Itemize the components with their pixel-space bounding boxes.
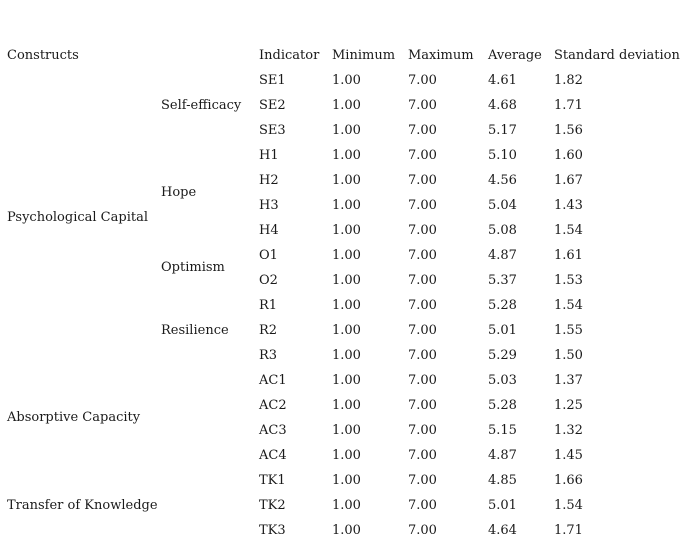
- header-average: Average: [488, 48, 542, 63]
- sd-cell: 1.37: [554, 373, 583, 388]
- header-maximum: Maximum: [408, 48, 474, 63]
- sd-cell: 1.50: [554, 348, 583, 363]
- average-cell: 4.87: [488, 248, 517, 263]
- minimum-cell: 1.00: [332, 373, 361, 388]
- subconstruct-label: Hope: [161, 185, 197, 200]
- minimum-cell: 1.00: [332, 148, 361, 163]
- indicator-cell: TK1: [259, 473, 286, 488]
- minimum-cell: 1.00: [332, 273, 361, 288]
- sd-cell: 1.82: [554, 73, 583, 88]
- average-cell: 5.01: [488, 498, 517, 513]
- maximum-cell: 7.00: [408, 273, 437, 288]
- sd-cell: 1.55: [554, 323, 583, 338]
- indicator-cell: R1: [259, 298, 278, 313]
- indicator-cell: SE3: [259, 123, 286, 138]
- subconstruct-label: Resilience: [161, 323, 229, 338]
- sd-cell: 1.53: [554, 273, 583, 288]
- indicator-cell: O1: [259, 248, 278, 263]
- sd-cell: 1.25: [554, 398, 583, 413]
- minimum-cell: 1.00: [332, 98, 361, 113]
- average-cell: 5.29: [488, 348, 517, 363]
- sd-cell: 1.54: [554, 498, 583, 513]
- maximum-cell: 7.00: [408, 123, 437, 138]
- indicator-cell: R2: [259, 323, 278, 338]
- minimum-cell: 1.00: [332, 198, 361, 213]
- sd-cell: 1.60: [554, 148, 583, 163]
- indicator-cell: H1: [259, 148, 279, 163]
- average-cell: 4.68: [488, 98, 517, 113]
- minimum-cell: 1.00: [332, 448, 361, 463]
- average-cell: 5.08: [488, 223, 517, 238]
- indicator-cell: TK3: [259, 523, 286, 538]
- maximum-cell: 7.00: [408, 323, 437, 338]
- minimum-cell: 1.00: [332, 423, 361, 438]
- maximum-cell: 7.00: [408, 448, 437, 463]
- minimum-cell: 1.00: [332, 223, 361, 238]
- construct-label: Absorptive Capacity: [7, 410, 141, 425]
- indicator-cell: SE1: [259, 73, 286, 88]
- maximum-cell: 7.00: [408, 148, 437, 163]
- minimum-cell: 1.00: [332, 398, 361, 413]
- average-cell: 5.28: [488, 298, 517, 313]
- maximum-cell: 7.00: [408, 398, 437, 413]
- maximum-cell: 7.00: [408, 498, 437, 513]
- average-cell: 4.56: [488, 173, 517, 188]
- indicator-cell: H2: [259, 173, 279, 188]
- sd-cell: 1.54: [554, 298, 583, 313]
- sd-cell: 1.56: [554, 123, 583, 138]
- header-constructs: Constructs: [7, 48, 79, 63]
- header-indicator: Indicator: [259, 48, 320, 63]
- average-cell: 5.04: [488, 198, 517, 213]
- indicator-cell: H3: [259, 198, 279, 213]
- maximum-cell: 7.00: [408, 73, 437, 88]
- maximum-cell: 7.00: [408, 98, 437, 113]
- header-standard-deviation: Standard deviation: [554, 48, 680, 63]
- sd-cell: 1.54: [554, 223, 583, 238]
- maximum-cell: 7.00: [408, 348, 437, 363]
- header-minimum: Minimum: [332, 48, 396, 63]
- minimum-cell: 1.00: [332, 173, 361, 188]
- maximum-cell: 7.00: [408, 173, 437, 188]
- indicator-cell: AC4: [259, 448, 287, 463]
- subconstruct-label: Optimism: [161, 260, 225, 275]
- construct-label: Psychological Capital: [7, 210, 148, 225]
- maximum-cell: 7.00: [408, 373, 437, 388]
- minimum-cell: 1.00: [332, 298, 361, 313]
- minimum-cell: 1.00: [332, 348, 361, 363]
- indicator-cell: TK2: [259, 498, 286, 513]
- minimum-cell: 1.00: [332, 523, 361, 538]
- maximum-cell: 7.00: [408, 298, 437, 313]
- minimum-cell: 1.00: [332, 473, 361, 488]
- sd-cell: 1.32: [554, 423, 583, 438]
- average-cell: 5.01: [488, 323, 517, 338]
- construct-label: Transfer of Knowledge: [7, 498, 158, 513]
- indicator-cell: O2: [259, 273, 278, 288]
- indicator-cell: AC2: [259, 398, 287, 413]
- sd-cell: 1.43: [554, 198, 583, 213]
- minimum-cell: 1.00: [332, 73, 361, 88]
- minimum-cell: 1.00: [332, 248, 361, 263]
- average-cell: 4.61: [488, 73, 517, 88]
- sd-cell: 1.66: [554, 473, 583, 488]
- average-cell: 4.87: [488, 448, 517, 463]
- maximum-cell: 7.00: [408, 523, 437, 538]
- minimum-cell: 1.00: [332, 498, 361, 513]
- subconstruct-label: Self-efficacy: [161, 98, 242, 113]
- maximum-cell: 7.00: [408, 248, 437, 263]
- maximum-cell: 7.00: [408, 473, 437, 488]
- average-cell: 5.03: [488, 373, 517, 388]
- indicator-cell: R3: [259, 348, 278, 363]
- minimum-cell: 1.00: [332, 123, 361, 138]
- sd-cell: 1.71: [554, 523, 583, 538]
- indicator-cell: AC3: [259, 423, 287, 438]
- maximum-cell: 7.00: [408, 198, 437, 213]
- average-cell: 4.64: [488, 523, 517, 538]
- sd-cell: 1.71: [554, 98, 583, 113]
- indicator-cell: H4: [259, 223, 279, 238]
- average-cell: 4.85: [488, 473, 517, 488]
- indicator-cell: AC1: [259, 373, 287, 388]
- indicator-cell: SE2: [259, 98, 286, 113]
- average-cell: 5.37: [488, 273, 517, 288]
- average-cell: 5.10: [488, 148, 517, 163]
- sd-cell: 1.61: [554, 248, 583, 263]
- maximum-cell: 7.00: [408, 423, 437, 438]
- sd-cell: 1.67: [554, 173, 583, 188]
- sd-cell: 1.45: [554, 448, 583, 463]
- minimum-cell: 1.00: [332, 323, 361, 338]
- average-cell: 5.15: [488, 423, 517, 438]
- average-cell: 5.17: [488, 123, 517, 138]
- average-cell: 5.28: [488, 398, 517, 413]
- maximum-cell: 7.00: [408, 223, 437, 238]
